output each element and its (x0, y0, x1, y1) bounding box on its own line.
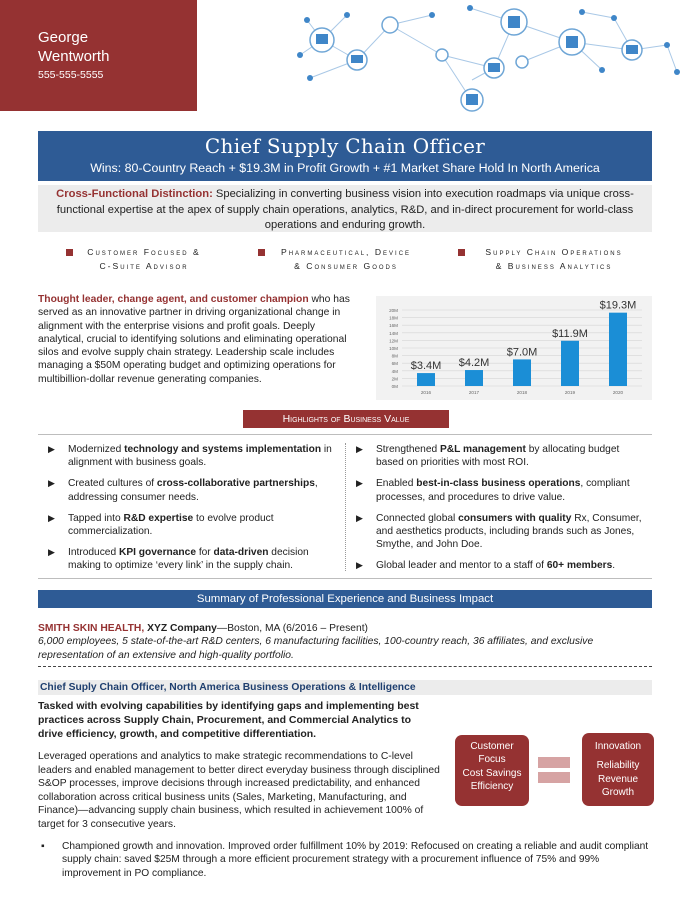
data-label: $19.3M (599, 299, 637, 312)
triangle-bullet-icon: ▶ (356, 478, 363, 489)
y-tick-label: 8M (391, 353, 398, 359)
equals-bar-top (538, 757, 570, 768)
distinction-block (38, 185, 652, 232)
tag-square-icon (66, 249, 73, 256)
highlights-divider (345, 443, 346, 571)
y-tick-label: 20M (389, 308, 398, 313)
distinction-label: Cross-Functional Distinction: (56, 188, 213, 200)
section-rule (38, 666, 652, 667)
triangle-bullet-icon: ▶ (48, 444, 55, 454)
highlight-item: ▶ Strengthened P&L management by allocating budget based on priorities with most ROI. (356, 444, 620, 469)
highlights-right (354, 443, 644, 581)
company-description: 6,000 employees, 5 state-of-the-art R&D centers, 6 manufacturing facilities, 100-country reach, 36 affiliates, and exclusive representation of an extensive and high-quality portfolio. (38, 636, 594, 661)
y-tick-label: 4M (391, 368, 398, 374)
x-tick-label: 2017 (468, 390, 480, 395)
value-box-left: Customer Focus Cost Savings Efficiency (455, 735, 529, 806)
y-tick-label: 2M (391, 376, 398, 382)
value-box-right: Innovation Reliability Revenue Growth (582, 733, 654, 806)
highlight-item: ▶ Global leader and mentor to a staff of 60+ members. (356, 560, 616, 572)
y-tick-label: 6M (391, 361, 398, 367)
bar-2019 (561, 341, 579, 386)
title-bar (38, 131, 652, 181)
highlight-item: ▶ Enabled best-in-class business operations, compliant processes, and procedures to drive value. (356, 478, 630, 503)
y-tick-label: 10M (389, 346, 398, 351)
x-tick-label: 2019 (564, 390, 576, 395)
intro-paragraph (38, 293, 358, 386)
bar-2017 (465, 370, 483, 386)
wins-line: Wins: 80-Country Reach + $19.3M in Profit Growth + #1 Market Share Hold In North America (90, 161, 600, 175)
highlight-item: ▶ Modernized technology and systems implementation in alignment with business goals. (48, 444, 332, 469)
bar-2018 (513, 359, 531, 386)
tag-supply-chain: Supply Chain Operations & Business Analytics (456, 245, 652, 273)
triangle-bullet-icon: ▶ (356, 444, 363, 454)
square-bullet-icon: ▪ (41, 841, 45, 852)
x-tick-label: 2016 (420, 390, 432, 395)
y-tick-label: 16M (389, 323, 398, 329)
summary-heading: Summary of Professional Experience and Business Impact (38, 590, 652, 608)
phone: 555-555-5555 (38, 69, 104, 81)
role-title: Chief Suply Chain Officer, North America Business Operations & Intelligence (38, 680, 652, 695)
tasked-paragraph: Tasked with evolving capabilities by identifying gaps and implementing best practices across Supply Chain, Procurement, and Commercial Analytics to drive efficiency, growth, and competitive differentiation. (38, 700, 419, 740)
triangle-bullet-icon: ▶ (48, 512, 55, 523)
tag-customer-focused: Customer Focused & C-Suite Advisor (64, 245, 224, 273)
triangle-bullet-icon: ▶ (356, 512, 363, 523)
triangle-bullet-icon: ▶ (356, 560, 363, 571)
highlight-item: ▶ Tapped into R&D expertise to evolve product commercialization. (48, 512, 274, 538)
highlight-item: ▶ Introduced KPI governance for data-driven decision making to optimize ‘every link’ in the supply chain. (48, 547, 309, 572)
tag-pharmaceutical: Pharmaceutical, Device & Consumer Goods (256, 245, 436, 273)
company-parent: XYZ Company (147, 623, 217, 634)
tag-square-icon (258, 249, 265, 256)
name-block (0, 0, 197, 111)
company-name: SMITH SKIN HEALTH, (38, 623, 148, 634)
highlights-box (38, 434, 652, 579)
x-tick-label: 2018 (516, 390, 528, 395)
tag-square-icon (458, 249, 465, 256)
highlight-item: ▶ Created cultures of cross-collaborative partnerships, addressing consumer needs. (48, 478, 318, 503)
achievement-bullet: ▪ Championed growth and innovation. Improved order fulfillment 10% by 2019: Refocused on creating a reliable and audit compliant supply chain: saved $25M through a more efficient procurement strategy with a procurement influence of 75% and 99% improvement in PO compliance. (41, 841, 649, 879)
y-tick-label: 0M (391, 384, 398, 389)
x-tick-label: 2020 (612, 390, 624, 395)
highlight-item: ▶ Connected global consumers with quality Rx, Consumer, and aesthetics products, including brands such as Jones, Smythe, and John Doe. (356, 512, 642, 551)
bar-2016 (417, 373, 435, 386)
y-tick-label: 18M (389, 315, 398, 321)
highlights-heading: Highlights of Business Value (243, 410, 449, 428)
supply-chain-network-graphic (282, 0, 686, 112)
profit-growth-chart (376, 296, 652, 400)
name-last: Wentworth (38, 48, 110, 65)
intro-text: who has served as an innovative partner in driving organizational change in alignment with the enterprise visions and profit goals. Deeply analytical, crucial to identifying solutions and eliminating operational silos and evolve supply chain strategy. Leadership scale includes managing a $50M operating budget and optimizing operations for multibillion-dollar revenue generating companies. (38, 294, 350, 385)
equals-bar-bottom (538, 772, 570, 783)
bar-2020 (609, 313, 627, 386)
data-label: $3.4M (410, 360, 442, 373)
triangle-bullet-icon: ▶ (48, 478, 55, 489)
expertise-tags (38, 245, 652, 275)
highlights-left (46, 443, 336, 581)
company-location-dates: —Boston, MA (6/2016 – Present) (216, 623, 368, 634)
y-tick-label: 14M (389, 330, 398, 336)
distinction-text: Specializing in converting business vision into execution roadmaps via unique cross-functional expertise at the apex of supply chain operations, analytics, R&D, and in-direct procurement for world-class operations and enduring growth. (56, 188, 634, 231)
y-tick-label: 12M (389, 338, 398, 344)
job-title: Chief Supply Chain Officer (204, 134, 486, 158)
triangle-bullet-icon: ▶ (48, 547, 55, 558)
data-label: $7.0M (506, 346, 538, 359)
data-label: $11.9M (552, 327, 588, 340)
company-block (38, 622, 652, 662)
leveraged-paragraph: Leveraged operations and analytics to make strategic recommendations to C-level leaders and enabled management to better direct everyday business through disciplined S&OP processes, improve decisions through increased predictability, and enhanced collaboration across critical business units (Sales, Marketing, Manufacturing, and Finance)—advancing supply chain business, which resulted in achievement 100% of target for 3 consecutive years. (38, 751, 440, 830)
data-label: $4.2M (458, 357, 490, 370)
company-line (38, 622, 652, 635)
intro-lead: Thought leader, change agent, and customer champion (38, 294, 309, 305)
name-first: George (38, 29, 89, 46)
